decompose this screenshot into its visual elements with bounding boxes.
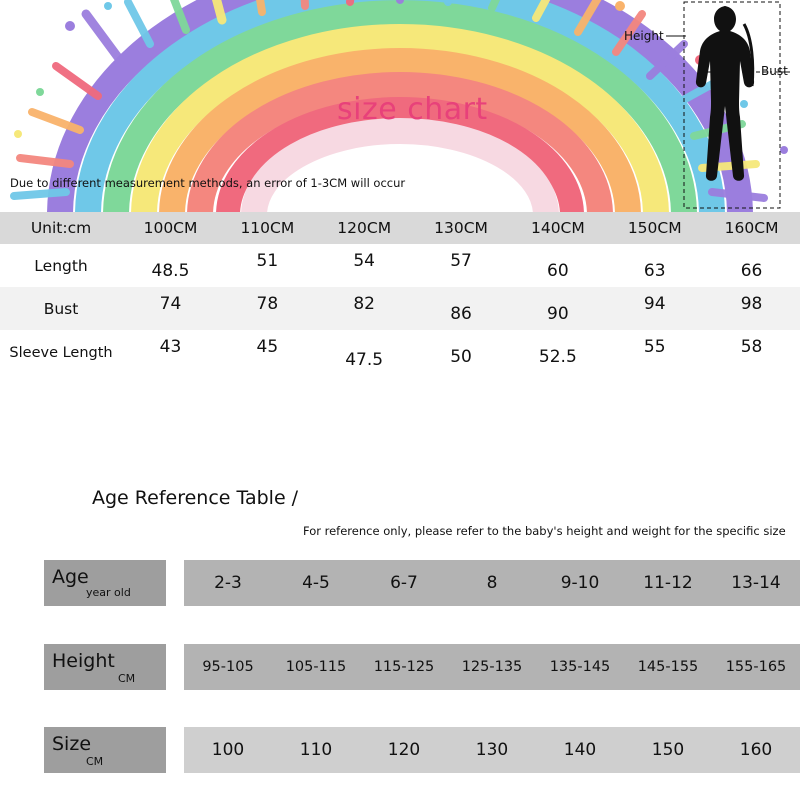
row-label-sleeve-length: Sleeve Length	[9, 344, 113, 361]
size-val-2: 120	[387, 740, 421, 760]
height-values	[184, 644, 800, 690]
row-label-length: Length	[34, 256, 88, 275]
age-val-0: 2-3	[214, 573, 242, 593]
age-reference-row-age	[0, 560, 800, 606]
age-val-6: 13-14	[731, 573, 781, 593]
row-label-bust: Bust	[0, 287, 122, 330]
age-val-2: 6-7	[390, 573, 418, 593]
height-label-main: Height	[52, 650, 115, 672]
size-table	[0, 212, 800, 373]
size-col-120: 120CM	[316, 212, 413, 244]
age-val-3: 8	[486, 573, 498, 593]
unit-label: Unit:cm	[0, 212, 122, 244]
age-label-main: Age	[52, 566, 89, 588]
age-val-1: 4-5	[302, 573, 330, 593]
sleeve-150: 55	[643, 336, 666, 357]
bust-120: 82	[353, 293, 375, 314]
bust-140: 90	[547, 303, 569, 324]
table-row	[0, 287, 800, 330]
sleeve-160: 58	[740, 336, 763, 357]
length-140: 60	[547, 260, 569, 281]
size-col-160: 160CM	[703, 212, 800, 244]
age-reference-title: Age Reference Table /	[92, 487, 299, 509]
height-val-4: 135-145	[549, 659, 611, 675]
size-row-label	[44, 727, 166, 773]
size-values	[184, 727, 800, 773]
page-title: size chart	[337, 92, 488, 127]
length-160: 66	[740, 260, 763, 281]
bust-160: 98	[740, 293, 763, 314]
size-label-sub: CM	[86, 755, 104, 768]
size-val-4: 140	[563, 740, 597, 760]
height-label: Height	[624, 29, 664, 43]
age-val-5: 11-12	[643, 573, 693, 593]
height-val-3: 125-135	[461, 659, 523, 675]
banner	[0, 0, 800, 212]
size-val-3: 130	[475, 740, 509, 760]
height-val-2: 115-125	[373, 659, 435, 675]
height-val-5: 145-155	[637, 659, 699, 675]
measurement-disclaimer: Due to different measurement methods, an error of 1-3CM will occur	[10, 176, 406, 190]
length-150: 63	[643, 260, 666, 281]
size-col-150: 150CM	[606, 212, 703, 244]
height-val-1: 105-115	[285, 659, 347, 675]
size-col-130: 130CM	[413, 212, 510, 244]
length-100: 48.5	[151, 260, 190, 281]
size-label-main: Size	[52, 733, 92, 755]
height-val-0: 95-105	[202, 659, 254, 675]
size-val-6: 160	[739, 740, 773, 760]
size-val-0: 100	[211, 740, 245, 760]
age-val-4: 9-10	[560, 573, 600, 593]
age-label-sub: year old	[86, 586, 131, 599]
size-col-140: 140CM	[509, 212, 606, 244]
size-table-header-row	[0, 212, 800, 244]
sleeve-110: 45	[256, 336, 279, 357]
height-val-6: 155-165	[725, 659, 787, 675]
bust-label: Bust	[761, 64, 788, 78]
age-reference-note: For reference only, please refer to the baby's height and weight for the specific size	[303, 524, 786, 538]
height-row-label	[44, 644, 166, 690]
age-values	[184, 560, 800, 606]
age-row-label	[44, 560, 166, 606]
sleeve-120: 47.5	[345, 349, 384, 370]
size-val-5: 150	[651, 740, 685, 760]
sleeve-140: 52.5	[538, 346, 577, 367]
size-col-110: 110CM	[219, 212, 316, 244]
age-reference-row-height	[0, 644, 800, 690]
bust-150: 94	[643, 293, 666, 314]
size-val-1: 110	[299, 740, 333, 760]
sleeve-130: 50	[450, 346, 472, 367]
bust-100: 74	[159, 293, 182, 314]
length-110: 51	[256, 250, 279, 271]
bust-130: 86	[450, 303, 472, 324]
age-reference-row-size	[0, 727, 800, 773]
bust-110: 78	[256, 293, 279, 314]
height-label-sub: CM	[118, 672, 136, 685]
length-130: 57	[450, 250, 472, 271]
sleeve-100: 43	[159, 336, 182, 357]
table-row	[0, 244, 800, 287]
size-col-100: 100CM	[122, 212, 219, 244]
table-row	[0, 330, 800, 373]
length-120: 54	[353, 250, 375, 271]
